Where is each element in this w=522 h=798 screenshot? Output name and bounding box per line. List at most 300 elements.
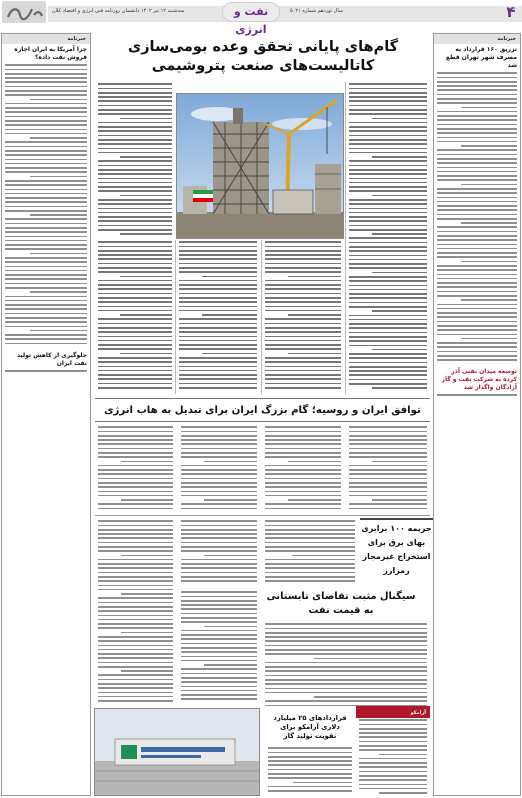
- text-line: [437, 81, 517, 83]
- text-line: [265, 288, 341, 290]
- text-line: [181, 608, 257, 610]
- text-line: [30, 137, 87, 139]
- text-line: [98, 563, 173, 565]
- text-line: [181, 572, 257, 574]
- text-line: [372, 272, 427, 274]
- aramco-headline-line-2: دلاری آرامکو برای: [280, 723, 340, 731]
- text-line: [181, 677, 257, 679]
- text-line: [179, 323, 257, 325]
- text-line: [437, 346, 517, 348]
- text-line: [30, 330, 87, 332]
- text-line: [120, 156, 172, 158]
- text-line: [98, 229, 172, 231]
- text-line: [98, 495, 173, 497]
- text-line: [181, 694, 257, 696]
- petrochemical-plant-image: [177, 94, 344, 239]
- text-line: [349, 439, 427, 441]
- text-line: [349, 165, 427, 167]
- text-line: [98, 152, 172, 154]
- aramco-building-image: [95, 709, 260, 796]
- text-line: [5, 167, 87, 169]
- text-line: [265, 559, 355, 561]
- text-line: [265, 675, 427, 677]
- text-line: [437, 77, 517, 79]
- text-line: [437, 188, 517, 190]
- text-line: [5, 120, 87, 122]
- text-line: [5, 266, 87, 268]
- text-line: [437, 244, 517, 246]
- text-line: [98, 456, 173, 458]
- text-line: [265, 448, 341, 450]
- text-line: [349, 160, 427, 162]
- text-line: [437, 355, 517, 357]
- text-line: [5, 210, 87, 212]
- text-line: [437, 209, 517, 211]
- text-line: [98, 139, 172, 141]
- text-line: [349, 297, 427, 299]
- text-line: [288, 499, 341, 501]
- text-line: [98, 435, 173, 437]
- text-line: [98, 310, 172, 312]
- text-line: [5, 321, 87, 323]
- text-line: [181, 542, 257, 544]
- divider-line: [95, 515, 430, 516]
- text-line: [265, 692, 427, 694]
- text-line: [181, 491, 257, 493]
- text-line: [437, 329, 517, 331]
- text-line: [372, 118, 427, 120]
- text-line: [349, 109, 427, 111]
- text-line: [5, 77, 87, 79]
- text-line: [98, 589, 173, 591]
- text-line: [437, 248, 517, 250]
- text-line: [98, 559, 173, 561]
- text-line: [349, 152, 427, 154]
- text-line: [98, 336, 172, 338]
- main-article-col-5: [95, 240, 175, 394]
- text-line: [349, 143, 427, 145]
- text-line: [98, 508, 173, 510]
- text-line: [437, 278, 517, 280]
- text-line: [98, 357, 172, 359]
- text-line: [121, 499, 174, 501]
- text-line: [179, 288, 257, 290]
- text-line: [179, 306, 257, 308]
- text-line: [181, 426, 257, 428]
- text-line: [5, 133, 87, 135]
- text-line: [5, 278, 87, 280]
- text-line: [379, 754, 427, 756]
- text-line: [349, 88, 427, 90]
- text-line: [98, 623, 173, 625]
- aramco-headline-line-1: قراردادهای ۲۵ میلیارد: [273, 714, 347, 722]
- text-line: [98, 331, 172, 333]
- text-line: [181, 439, 257, 441]
- text-line: [98, 533, 173, 535]
- text-line: [349, 486, 427, 488]
- text-line: [359, 724, 427, 726]
- main-headline-line-1: گام‌های پایانی تحقق وعده بومی‌سازی: [127, 39, 399, 55]
- text-line: [98, 627, 173, 629]
- text-line: [437, 351, 517, 353]
- russia-article-col-3: [178, 425, 260, 515]
- text-line: [179, 331, 257, 333]
- text-line: [437, 269, 517, 271]
- text-line: [359, 788, 427, 790]
- text-line: [5, 308, 87, 310]
- text-line: [437, 308, 517, 310]
- text-line: [5, 343, 87, 345]
- text-line: [437, 149, 517, 151]
- text-line: [349, 148, 427, 150]
- text-line: [5, 73, 87, 75]
- text-line: [5, 240, 87, 242]
- text-line: [265, 567, 355, 569]
- text-line: [5, 244, 87, 246]
- text-line: [181, 495, 257, 497]
- text-line: [265, 348, 341, 350]
- text-line: [5, 370, 87, 372]
- text-line: [372, 195, 427, 197]
- text-line: [98, 105, 172, 107]
- text-line: [5, 334, 87, 336]
- text-line: [437, 115, 517, 117]
- left-sidebar-body-1: [2, 63, 90, 346]
- text-line: [268, 752, 352, 754]
- aramco-kicker: آرامکو: [356, 708, 430, 718]
- text-line: [98, 473, 173, 475]
- text-line: [349, 370, 427, 372]
- text-line: [179, 267, 257, 269]
- text-line: [98, 271, 172, 273]
- text-line: [268, 777, 352, 779]
- text-line: [202, 314, 257, 316]
- text-line: [98, 199, 172, 201]
- text-line: [349, 353, 427, 355]
- text-line: [437, 98, 517, 100]
- text-line: [265, 435, 341, 437]
- text-line: [437, 94, 517, 96]
- text-line: [5, 313, 87, 315]
- text-line: [98, 503, 173, 505]
- oil-signal-article: [262, 622, 430, 708]
- text-line: [98, 374, 172, 376]
- text-line: [359, 741, 427, 743]
- text-line: [265, 370, 341, 372]
- text-line: [181, 563, 257, 565]
- issue-meta-left: سه‌شنبه ۱۲ تیر ۱۴۰۲ دانشمان روزنامه فنی انرژی و اقتصاد کلان: [52, 8, 185, 14]
- text-line: [349, 383, 427, 385]
- text-line: [204, 555, 257, 557]
- refinery-photo: [176, 93, 344, 239]
- text-line: [349, 105, 427, 107]
- issue-meta-right: سال نوزدهم شماره ۵۰۲۱: [290, 8, 344, 14]
- text-line: [5, 236, 87, 238]
- text-line: [181, 673, 257, 675]
- text-line: [98, 288, 172, 290]
- text-line: [437, 205, 517, 207]
- text-line: [181, 596, 257, 598]
- text-line: [5, 227, 87, 229]
- text-line: [120, 353, 172, 355]
- text-line: [98, 122, 172, 124]
- text-line: [349, 199, 427, 201]
- column-rule: [175, 240, 176, 394]
- text-line: [179, 263, 257, 265]
- left-sidebar-title-2: جلوگیری از کاهش تولید نفت ایران: [16, 351, 87, 367]
- text-line: [265, 550, 355, 552]
- text-line: [265, 293, 341, 295]
- text-line: [372, 461, 427, 463]
- text-line: [265, 533, 355, 535]
- text-line: [5, 86, 87, 88]
- text-line: [349, 469, 427, 471]
- text-line: [181, 559, 257, 561]
- text-line: [349, 255, 427, 257]
- text-line: [5, 193, 87, 195]
- text-line: [98, 674, 173, 676]
- text-line: [265, 623, 427, 625]
- text-line: [98, 550, 173, 552]
- text-line: [5, 103, 87, 105]
- text-line: [265, 301, 341, 303]
- text-line: [265, 318, 341, 320]
- text-line: [5, 124, 87, 126]
- text-line: [181, 537, 257, 539]
- text-line: [265, 700, 427, 702]
- text-line: [181, 668, 257, 670]
- text-line: [265, 267, 341, 269]
- text-line: [265, 679, 427, 681]
- text-line: [265, 576, 355, 578]
- text-line: [98, 258, 172, 260]
- main-article-col-3: [176, 240, 260, 394]
- text-line: [98, 254, 172, 256]
- text-line: [5, 90, 87, 92]
- text-line: [349, 327, 427, 329]
- text-line: [181, 634, 257, 636]
- text-line: [98, 439, 173, 441]
- text-line: [265, 443, 341, 445]
- text-line: [437, 252, 517, 254]
- text-line: [5, 197, 87, 199]
- text-line: [288, 461, 341, 463]
- main-headline: [95, 38, 431, 76]
- text-line: [98, 297, 172, 299]
- text-line: [265, 640, 427, 642]
- text-line: [265, 258, 341, 260]
- text-line: [437, 167, 517, 169]
- text-line: [98, 378, 172, 380]
- text-line: [98, 580, 173, 582]
- text-line: [349, 448, 427, 450]
- text-line: [437, 179, 517, 181]
- russia-article-col-4: [95, 425, 176, 515]
- text-line: [179, 280, 257, 282]
- text-line: [98, 280, 172, 282]
- text-line: [181, 473, 257, 475]
- text-line: [349, 203, 427, 205]
- text-line: [98, 165, 172, 167]
- russia-iran-headline: توافق ایران و روسیه؛ گام بزرگ ایران برای تبدیل به هاب انرژی: [95, 398, 430, 422]
- text-line: [98, 662, 173, 664]
- text-line: [461, 338, 517, 340]
- text-line: [5, 283, 87, 285]
- text-line: [349, 169, 427, 171]
- text-line: [181, 529, 257, 531]
- text-line: [120, 118, 172, 120]
- text-line: [349, 426, 427, 428]
- text-line: [437, 312, 517, 314]
- text-line: [349, 495, 427, 497]
- text-line: [349, 250, 427, 252]
- right-sidebar-title: تزریق ۱۶۰ قرارداد به مصرف شهر تهران قطع شد: [445, 46, 517, 69]
- text-line: [98, 361, 172, 363]
- aramco-headline: [265, 714, 355, 741]
- text-line: [265, 495, 341, 497]
- text-line: [181, 443, 257, 445]
- text-line: [5, 150, 87, 152]
- text-line: [5, 206, 87, 208]
- text-line: [179, 297, 257, 299]
- text-line: [5, 116, 87, 118]
- text-line: [98, 443, 173, 445]
- text-line: [5, 81, 87, 83]
- text-line: [437, 256, 517, 258]
- text-line: [437, 102, 517, 104]
- text-line: [98, 387, 172, 389]
- text-line: [179, 254, 257, 256]
- text-line: [314, 696, 427, 698]
- text-line: [98, 113, 172, 115]
- text-line: [181, 550, 257, 552]
- text-line: [437, 274, 517, 276]
- text-line: [265, 508, 341, 510]
- text-line: [461, 222, 517, 224]
- text-line: [98, 241, 172, 243]
- text-line: [98, 208, 172, 210]
- text-line: [265, 688, 427, 690]
- text-line: [179, 336, 257, 338]
- text-line: [461, 107, 517, 109]
- text-line: [461, 145, 517, 147]
- text-line: [179, 383, 257, 385]
- text-line: [181, 686, 257, 688]
- text-line: [98, 246, 172, 248]
- text-line: [265, 491, 341, 493]
- text-line: [98, 173, 172, 175]
- text-line: [288, 314, 341, 316]
- text-line: [349, 139, 427, 141]
- text-line: [5, 287, 87, 289]
- text-line: [120, 233, 172, 235]
- text-line: [349, 178, 427, 180]
- text-line: [121, 555, 174, 557]
- main-article-col-4: [95, 82, 175, 240]
- text-line: [181, 613, 257, 615]
- main-headline-line-2: کاتالیست‌های صنعت پتروشیمی: [151, 58, 375, 74]
- text-line: [349, 113, 427, 115]
- text-line: [98, 301, 172, 303]
- text-line: [98, 649, 173, 651]
- text-line: [5, 69, 87, 71]
- text-line: [349, 83, 427, 85]
- section-title: نفت و انرژی: [222, 2, 280, 22]
- text-line: [98, 679, 173, 681]
- text-line: [98, 109, 172, 111]
- text-line: [181, 465, 257, 467]
- text-line: [5, 231, 87, 233]
- text-line: [181, 546, 257, 548]
- text-line: [98, 143, 172, 145]
- text-line: [181, 690, 257, 692]
- text-line: [349, 374, 427, 376]
- text-line: [461, 299, 517, 301]
- text-line: [179, 374, 257, 376]
- text-line: [5, 94, 87, 96]
- text-line: [98, 615, 173, 617]
- text-line: [359, 745, 427, 747]
- text-line: [181, 435, 257, 437]
- text-line: [268, 756, 352, 758]
- text-line: [98, 190, 172, 192]
- text-line: [349, 208, 427, 210]
- left-sidebar-title: چرا آمریکا به ایران اجازه فروش نفت داده؟: [14, 46, 87, 61]
- text-line: [98, 465, 173, 467]
- text-line: [179, 370, 257, 372]
- text-line: [437, 316, 517, 318]
- text-line: [359, 732, 427, 734]
- text-line: [181, 656, 257, 658]
- text-line: [98, 448, 173, 450]
- text-line: [120, 276, 172, 278]
- text-line: [437, 124, 517, 126]
- text-line: [265, 456, 341, 458]
- text-line: [379, 792, 427, 794]
- text-line: [359, 784, 427, 786]
- text-line: [265, 357, 341, 359]
- text-line: [98, 83, 172, 85]
- text-line: [359, 775, 427, 777]
- text-line: [98, 657, 173, 659]
- text-line: [98, 216, 172, 218]
- text-line: [181, 604, 257, 606]
- text-line: [181, 621, 257, 623]
- text-line: [5, 261, 87, 263]
- text-line: [5, 300, 87, 302]
- text-line: [314, 658, 427, 660]
- text-line: [349, 366, 427, 368]
- text-line: [359, 758, 427, 760]
- text-line: [349, 280, 427, 282]
- text-line: [265, 250, 341, 252]
- text-line: [98, 92, 172, 94]
- text-line: [98, 585, 173, 587]
- text-line: [437, 295, 517, 297]
- text-line: [181, 533, 257, 535]
- text-line: [359, 749, 427, 751]
- text-line: [349, 491, 427, 493]
- text-line: [268, 747, 352, 749]
- text-line: [265, 431, 341, 433]
- text-line: [179, 357, 257, 359]
- crypto-fine-line-1: جریمه ۱۰۰ برابری: [361, 524, 432, 533]
- oil-signal-headline: [252, 590, 430, 618]
- text-line: [98, 542, 173, 544]
- text-line: [5, 64, 87, 66]
- text-line: [181, 452, 257, 454]
- text-line: [5, 180, 87, 182]
